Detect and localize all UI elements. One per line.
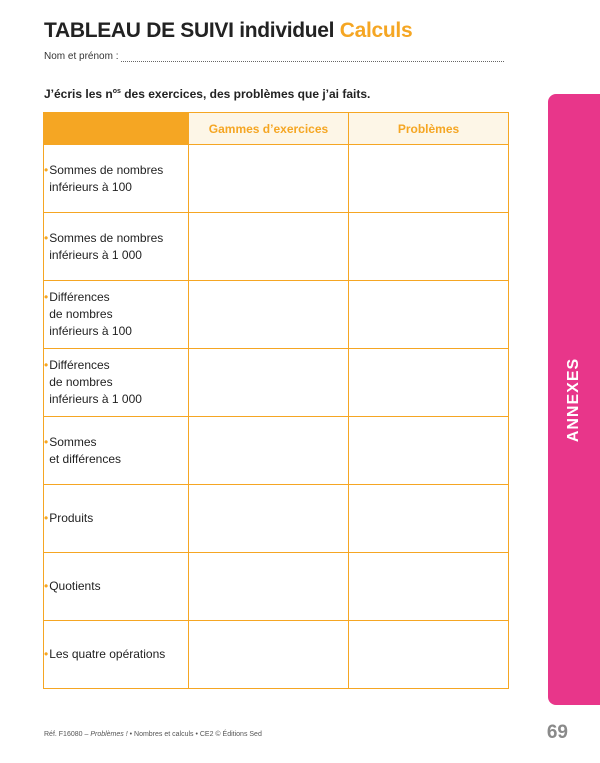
bullet-icon: • [44,290,49,304]
bullet-icon: • [44,434,49,449]
table-row [44,349,509,417]
entry-cell-exercises[interactable] [189,417,349,485]
entry-cell-problems[interactable] [349,145,509,213]
table-row [44,621,509,689]
page-title [44,19,412,43]
row-label: Sommes et différences [49,434,122,466]
entry-cell-exercises[interactable] [189,553,349,621]
row-label: Différences de nombres inférieurs à 1 000 [49,358,142,406]
row-label: Sommes de nombres inférieurs à 1 000 [49,230,164,262]
instruction-after: des exercices, des problèmes que j’ai faits. [120,87,371,101]
bullet-icon: • [44,511,49,525]
table-header-row [44,113,509,145]
entry-cell-problems[interactable] [349,553,509,621]
entry-cell-exercises[interactable] [189,349,349,417]
table-row [44,553,509,621]
name-blank-line [121,52,504,62]
annexes-side-tab [548,94,600,705]
row-label-cell [44,145,189,213]
instruction [44,87,370,101]
entry-cell-problems[interactable] [349,621,509,689]
footer-reference [44,731,262,738]
bullet-icon: • [44,358,49,372]
row-label: Différences de nombres inférieurs à 100 [49,290,132,338]
entry-cell-exercises[interactable] [189,213,349,281]
row-label-cell [44,281,189,349]
row-label: Les quatre opérations [49,647,166,661]
table-row [44,417,509,485]
row-label-cell [44,621,189,689]
annexes-tab-label: ANNEXES [565,357,582,442]
bullet-icon: • [44,162,49,177]
entry-cell-problems[interactable] [349,485,509,553]
title-main: TABLEAU DE SUIVI individuel [44,19,335,42]
title-accent: Calculs [339,19,413,42]
bullet-icon: • [44,579,49,593]
footer-book-title: Problèmes ! [90,731,128,738]
entry-cell-problems[interactable] [349,349,509,417]
table-row [44,281,509,349]
footer-rest: • Nombres et calculs • CE2 © Éditions Sed [127,731,262,738]
instruction-sup: os [112,88,121,95]
table-row [44,485,509,553]
entry-cell-exercises[interactable] [189,145,349,213]
name-label: Nom et prénom : [44,51,119,62]
table-row [44,213,509,281]
instruction-before: J’écris les n [44,87,113,101]
entry-cell-problems[interactable] [349,417,509,485]
column-header: Problèmes [349,113,509,145]
entry-cell-problems[interactable] [349,281,509,349]
tracking-table [43,112,509,689]
name-field-row [44,51,504,62]
bullet-icon: • [44,647,49,661]
entry-cell-exercises[interactable] [189,621,349,689]
table-header-corner [44,113,189,145]
entry-cell-exercises[interactable] [189,281,349,349]
row-label-cell [44,213,189,281]
bullet-icon: • [44,230,49,245]
entry-cell-exercises[interactable] [189,485,349,553]
table-row [44,145,509,213]
row-label-cell [44,553,189,621]
page-number: 69 [546,722,568,743]
row-label-cell [44,485,189,553]
row-label: Produits [49,511,94,525]
row-label: Sommes de nombres inférieurs à 100 [49,162,164,194]
column-header: Gammes d’exercices [189,113,349,145]
row-label-cell [44,417,189,485]
entry-cell-problems[interactable] [349,213,509,281]
row-label-cell [44,349,189,417]
row-label: Quotients [49,579,101,593]
footer-ref: Réf. F16080 – [44,731,91,738]
